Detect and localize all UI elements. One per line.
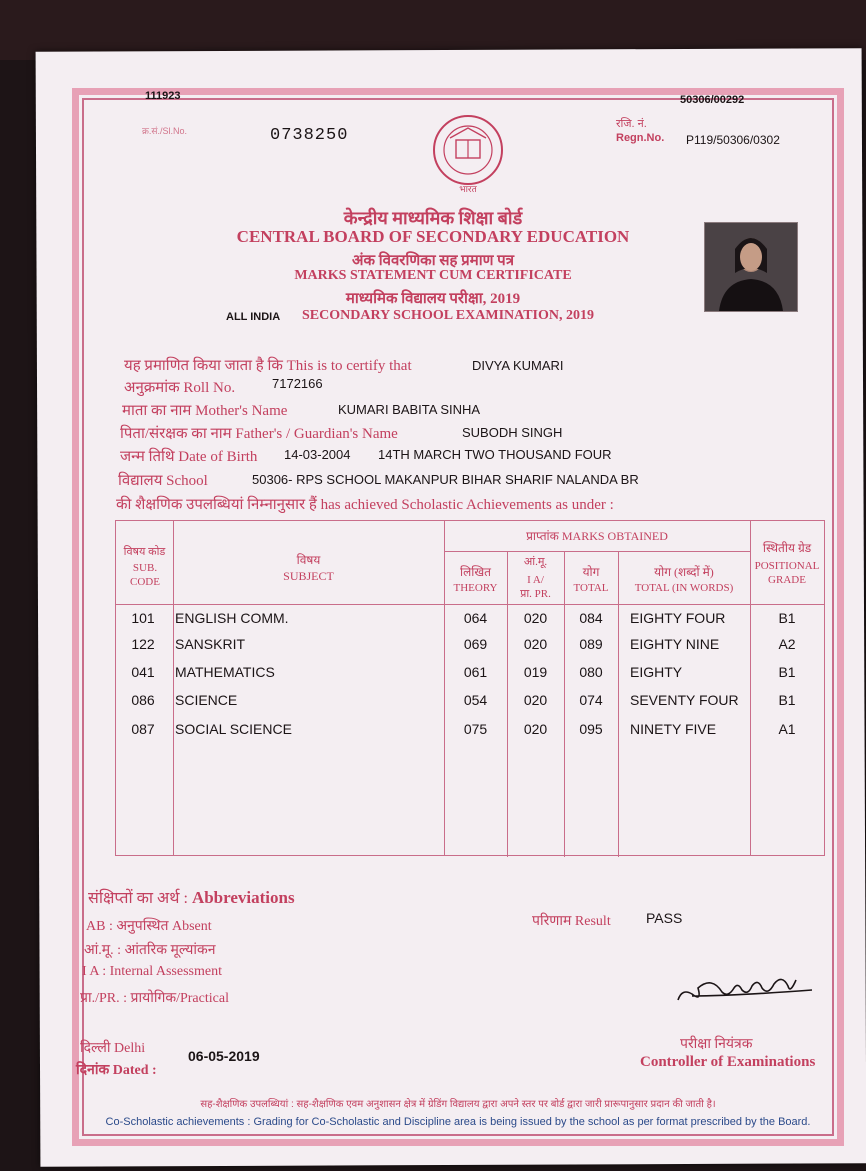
theory-cell: 075 [463, 721, 488, 737]
words-header: TOTAL (IN WORDS) [634, 582, 734, 594]
ia-cell: 020 [523, 692, 548, 708]
sub-code-cell: 087 [131, 721, 155, 737]
abbreviation-item: आं.मू. : आंतरिक मूल्यांकन [84, 943, 216, 958]
abbreviations-heading-hi: संक्षिप्तों का अर्थ : [88, 890, 188, 907]
dob-label: जन्म तिथि Date of Birth [120, 449, 258, 465]
dob-value: 14-03-2004 [284, 447, 351, 462]
ia-header: I A/ [527, 574, 544, 586]
pr-header: प्रा. PR. [520, 588, 551, 600]
certify-label: यह प्रमाणित किया जाता है कि This is to certify that [124, 358, 412, 374]
sub-code-header: SUB. CODE [130, 562, 160, 588]
father-label: पिता/संरक्षक का नाम Father's / Guardian's Name [120, 426, 398, 442]
mother-label: माता का नाम Mother's Name [122, 403, 288, 419]
marks-table [115, 520, 825, 856]
regn-number: P119/50306/0302 [686, 133, 780, 147]
result-label: परिणाम Result [532, 914, 611, 929]
theory-cell: 064 [463, 610, 488, 626]
co-scholastic-note-hi: सह-शैक्षणिक उपलब्धियां : सह-शैक्षणिक एवम अनुशासन क्षेत्र में ग्रेडिंग विद्यालय द्वारा अपने स्तर पर बोर्ड द्वारा जारी प्रारूपानुसार प्रदान की जाती है। [200, 1099, 716, 1110]
all-india-label: ALL INDIA [226, 311, 281, 323]
regn-label: Regn.No. [616, 132, 665, 144]
grade-cell: B1 [778, 692, 796, 708]
controller-label-hi: परीक्षा नियंत्रक [680, 1037, 753, 1052]
student-name: DIVYA KUMARI [472, 358, 564, 373]
grade-cell: A1 [778, 721, 796, 737]
abbreviation-item: I A : Internal Assessment [82, 964, 222, 979]
ia-header-hi: आं.मू. [523, 556, 548, 568]
regn-label-hi: रजि. नं. [616, 118, 647, 130]
logo-caption: भारत [459, 185, 477, 195]
mother-name: KUMARI BABITA SINHA [338, 402, 481, 417]
grade-cell: B1 [778, 664, 796, 680]
grade-header: POSITIONAL GRADE [754, 560, 820, 586]
school-label: विद्यालय School [118, 473, 208, 489]
grade-cell: A2 [778, 636, 796, 652]
dated-label: दिनांक Dated : [76, 1063, 157, 1078]
school-name: 50306- RPS SCHOOL MAKANPUR BIHAR SHARIF NALANDA BR [252, 472, 639, 487]
theory-cell: 061 [463, 664, 488, 680]
subject-cell: SOCIAL SCIENCE [175, 721, 292, 737]
co-scholastic-note [72, 1096, 844, 1128]
abbreviations-heading-en: Abbreviations [191, 888, 295, 907]
ia-cell: 020 [523, 610, 548, 626]
sub-code-cell: 086 [131, 692, 155, 708]
place-label: दिल्ली Delhi [80, 1041, 146, 1056]
abbreviation-item: AB : अनुपस्थित Absent [86, 919, 212, 934]
marks-obtained-header: प्राप्तांक MARKS OBTAINED [526, 529, 668, 543]
dob-words: 14TH MARCH TWO THOUSAND FOUR [378, 447, 612, 462]
subject-header-hi: विषय [296, 553, 321, 567]
ia-cell: 020 [523, 636, 548, 652]
total-cell: 095 [579, 721, 603, 737]
total-cell: 084 [579, 610, 603, 626]
table-row [116, 636, 824, 658]
total-header-hi: योग [582, 565, 600, 579]
serial-right: 50306/00292 [680, 94, 745, 106]
student-photo [704, 222, 798, 312]
sl-no-label: क्र.सं./Sl.No. [142, 126, 188, 136]
result-value: PASS [646, 910, 683, 926]
subject-cell: ENGLISH COMM. [175, 610, 289, 626]
sub-code-cell: 122 [131, 636, 155, 652]
exam-title: SECONDARY SCHOOL EXAMINATION, 2019 [302, 308, 594, 323]
sub-code-cell: 101 [131, 610, 155, 626]
board-title-hindi: केन्द्रीय माध्यमिक शिक्षा बोर्ड [343, 208, 523, 228]
issue-date: 06-05-2019 [188, 1048, 260, 1064]
words-cell: EIGHTY [630, 664, 683, 680]
abbreviation-item: प्रा./PR. : प्रायोगिक/Practical [80, 991, 229, 1006]
sub-code-cell: 041 [131, 664, 155, 680]
words-header-hi: योग (शब्दों में) [654, 565, 714, 579]
grade-header-hi: स्थितीय ग्रेड [762, 541, 812, 555]
total-header: TOTAL [573, 582, 609, 594]
words-cell: EIGHTY NINE [630, 636, 720, 652]
controller-label: Controller of Examinations [640, 1054, 816, 1070]
theory-cell: 069 [463, 636, 488, 652]
achievements-label: की शैक्षणिक उपलब्धियां निम्नानुसार हैं has achieved Scholastic Achievements as under : [116, 497, 614, 513]
abbreviations-heading [88, 886, 295, 908]
theory-header: THEORY [453, 582, 498, 594]
words-cell: EIGHTY FOUR [630, 610, 726, 626]
certificate-title-hindi: अंक विवरणिका सह प्रमाण पत्र [352, 253, 514, 269]
grade-cell: B1 [778, 610, 796, 626]
ia-cell: 019 [523, 664, 548, 680]
serial-left: 111923 [145, 90, 181, 102]
cbse-emblem-icon [420, 112, 516, 196]
table-row [116, 721, 824, 743]
roll-label: अनुक्रमांक Roll No. [124, 380, 236, 396]
theory-cell: 054 [463, 692, 488, 708]
total-cell: 074 [579, 692, 603, 708]
total-cell: 089 [579, 636, 603, 652]
certificate-title: MARKS STATEMENT CUM CERTIFICATE [294, 268, 572, 283]
exam-title-hindi: माध्यमिक विद्यालय परीक्षा, 2019 [345, 291, 521, 307]
subject-cell: SCIENCE [175, 692, 238, 708]
roll-number: 7172166 [272, 376, 323, 391]
subject-cell: SANSKRIT [175, 636, 246, 652]
board-title: CENTRAL BOARD OF SECONDARY EDUCATION [236, 227, 630, 246]
ia-cell: 020 [523, 721, 548, 737]
table-row [116, 692, 824, 714]
subject-cell: MATHEMATICS [175, 664, 275, 680]
words-cell: SEVENTY FOUR [630, 692, 739, 708]
table-row [116, 664, 824, 686]
co-scholastic-note-en: Co-Scholastic achievements : Grading for Co-Scholastic and Discipline area is being issued by the school as per format prescribed by the Board. [105, 1116, 811, 1128]
sub-code-header-hi: विषय कोड [123, 546, 166, 558]
subject-header: SUBJECT [283, 569, 334, 583]
total-cell: 080 [579, 664, 603, 680]
table-row [116, 610, 824, 632]
controller-signature [672, 966, 822, 1016]
father-name: SUBODH SINGH [462, 425, 563, 440]
theory-header-hi: लिखित [459, 565, 491, 579]
words-cell: NINETY FIVE [630, 721, 717, 737]
certificate-number: 0738250 [270, 126, 349, 145]
